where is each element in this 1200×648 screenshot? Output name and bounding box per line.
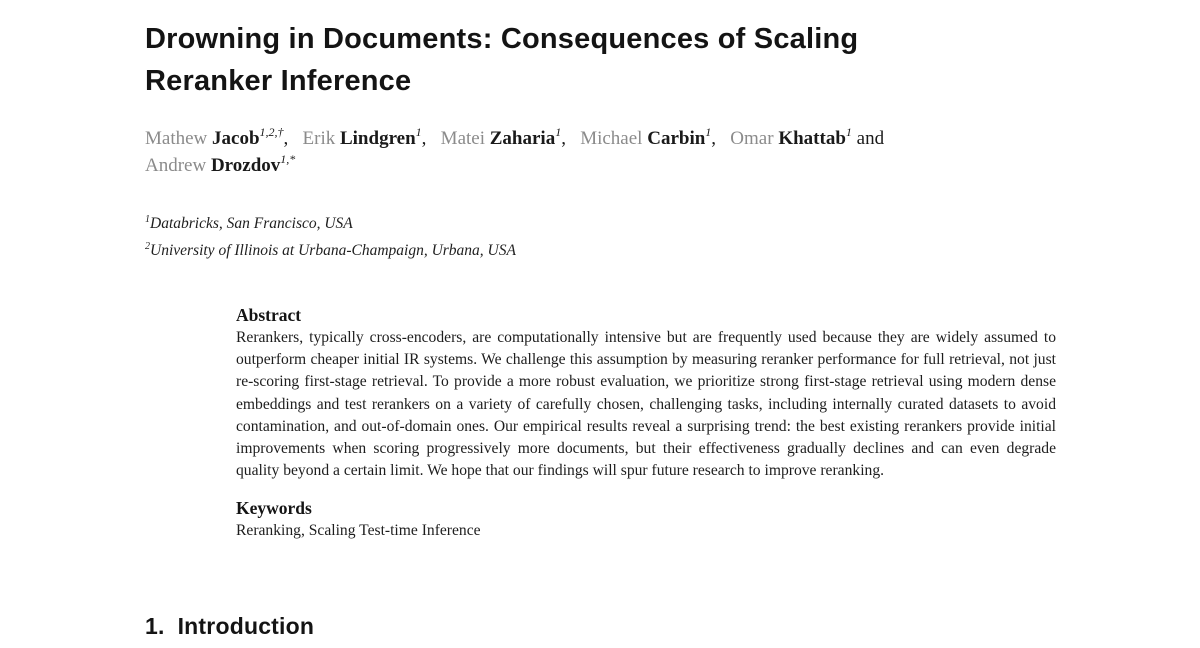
author-affiliation-marker: 1,* xyxy=(280,151,296,166)
author-separator: , xyxy=(421,128,441,149)
affiliation-marker: 2 xyxy=(145,240,150,252)
author-affiliation-marker: 1,2,† xyxy=(259,124,284,139)
author-separator: , xyxy=(561,128,581,149)
keywords-text: Reranking, Scaling Test-time Inference xyxy=(236,522,481,540)
author-affiliation-marker: 1 xyxy=(415,124,422,139)
author-affiliation-marker: 1 xyxy=(705,124,712,139)
author-last-name: Carbin xyxy=(647,128,706,149)
author-first-name: Erik xyxy=(302,128,336,149)
author xyxy=(580,124,731,149)
author xyxy=(440,124,581,149)
author-first-name: Andrew xyxy=(145,155,207,176)
abstract-text: Rerankers, typically cross-encoders, are computationally intensive but are frequently used because they are widely assumed to outperform cheaper initial IR systems. We challenge this assumption by measuring reranker performance for full retrieval, not just re-scoring first-stage retrieval. To provide a more robust evaluation, we prioritize strong first-stage retrieval using modern dense embeddings and test rerankers on a variety of carefully chosen, challenging tasks, including internally curated datasets to avoid contamination, and out-of-domain ones. Our empirical results reveal a surprising trend: the best existing rerankers provide initial improvements when scoring progressively more documents, but their effectiveness gradually declines and can even degrade quality beyond a certain limit. We hope that our findings will spur future research to improve reranking. xyxy=(236,329,1056,480)
paper-title: Drowning in Documents: Consequences of Scaling Reranker Inference xyxy=(145,23,859,97)
abstract-block xyxy=(236,303,1056,542)
keywords-heading: Keywords xyxy=(236,498,312,519)
author-first-name: Michael xyxy=(580,128,643,149)
author-first-name: Omar xyxy=(730,128,774,149)
section-title: Introduction xyxy=(177,613,315,640)
author-last-name: Drozdov xyxy=(210,155,281,176)
abstract-heading: Abstract xyxy=(236,305,302,325)
author-affiliation-marker: 1 xyxy=(555,124,562,139)
author-last-name: Zaharia xyxy=(489,128,556,149)
author-separator: , xyxy=(283,128,303,149)
affiliation-list xyxy=(145,210,1200,264)
author-first-name: Mathew xyxy=(145,128,208,149)
author xyxy=(302,124,441,149)
author-affiliation-marker: 1 xyxy=(845,124,852,139)
author xyxy=(730,124,885,149)
section-number: 1. xyxy=(145,613,165,640)
affiliation-text: Databricks, San Francisco, USA xyxy=(150,215,353,232)
author-separator: and xyxy=(851,128,885,149)
author-separator: , xyxy=(711,128,731,149)
author-first-name: Matei xyxy=(440,128,485,149)
affiliation-text: University of Illinois at Urbana-Champaign, Urbana, USA xyxy=(150,242,516,259)
author xyxy=(145,124,303,149)
author xyxy=(145,151,296,176)
author-list xyxy=(145,125,1075,179)
affiliation-marker: 1 xyxy=(145,213,150,225)
affiliation xyxy=(145,237,1200,264)
author-last-name: Lindgren xyxy=(339,128,416,149)
author-last-name: Khattab xyxy=(778,128,846,149)
author-last-name: Jacob xyxy=(212,128,260,149)
section-heading-introduction xyxy=(145,613,1200,640)
affiliation xyxy=(145,210,1200,237)
